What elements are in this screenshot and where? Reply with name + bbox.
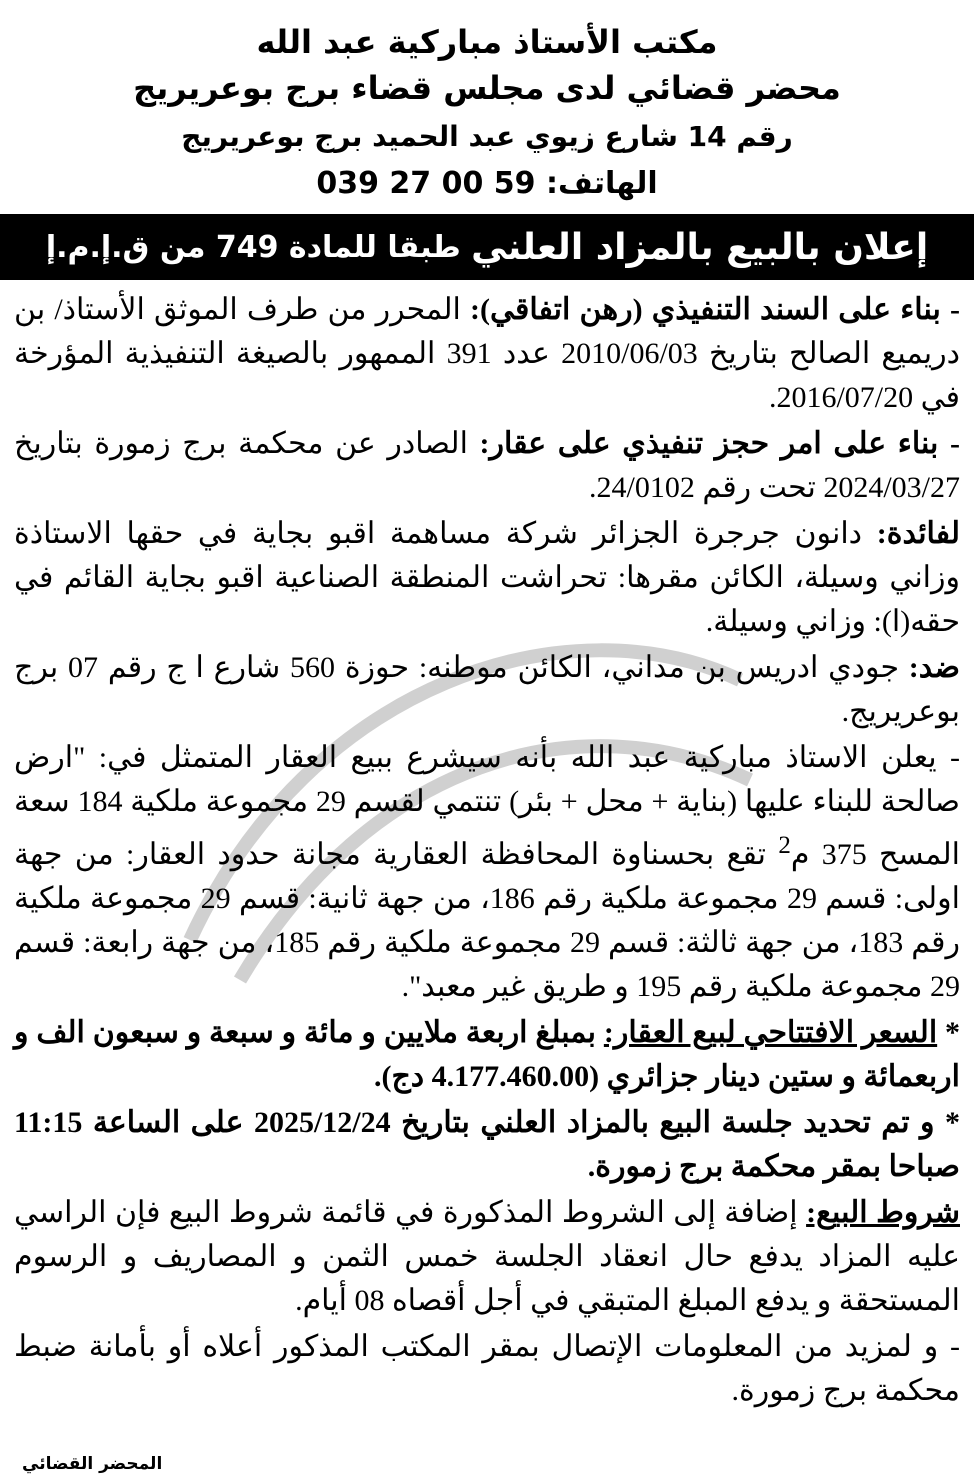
phone-label: الهاتف: — [546, 166, 658, 201]
signature-label: المحضر القضائي — [22, 1454, 163, 1474]
label-beneficiary: لفائدة: — [876, 517, 960, 550]
text-opening-price: بمبلغ اربعة ملايين و مائة و سبعة و سبعون الف و اربعمائة و ستين دينار جزائري (4.177.460.00 دج). — [14, 1016, 960, 1093]
label-opening-price: السعر الافتتاحي لبيع العقار: — [603, 1016, 938, 1049]
text-seizure-order: الصادر عن محكمة برج زمورة بتاريخ 2024/03/27 تحت رقم 24/0102. — [14, 427, 960, 504]
text-property-b: تقع بحسناوة المحافظة العقارية مجانة حدود العقار: من جهة اولى: قسم 29 مجموعة ملكية رقم 186، من جهة ثانية: قسم 29 مجموعة ملكية رقم 183، من جهة ثالثة: قسم 29 مجموعة ملكية رقم 185، من جهة رابعة: قسم 29 مجموعة ملكية رقم 195 و طريق غير معبد". — [14, 838, 961, 1003]
text-property-a: - يعلن الاستاذ مباركية عبد الله بأنه سيشرع ببيع العقار المتمثل في: "ارض صالحة للبناء عليها (بناية + محل + بئر) تنتمي لقسم 29 مجموعة ملكية 184 سعة المسح 375 م — [14, 741, 960, 871]
paragraph-seizure-order — [14, 422, 960, 510]
announcement-body — [0, 280, 974, 1413]
office-title: محضر قضائي لدى مجلس قضاء برج بوعريريج — [133, 69, 841, 107]
label-against: ضد: — [908, 651, 960, 684]
paragraph-property — [14, 736, 960, 1009]
text-executive-title: المحرر من طرف الموثق الأستاذ/ بن دريميع الصالح بتاريخ 2010/06/03 عدد 391 الممهور بالصيغة التنفيذية المؤرخة في 2016/07/20. — [14, 293, 960, 414]
phone-number: 039 27 00 59 — [316, 166, 536, 201]
label-seizure-order: - بناء على امر حجز تنفيذي على عقار: — [479, 427, 960, 460]
label-executive-title: - بناء على السند التنفيذي (رهن اتفاقي): — [470, 293, 960, 326]
paragraph-beneficiary — [14, 512, 960, 644]
paragraph-sale-conditions — [14, 1191, 960, 1323]
letterhead — [0, 0, 974, 208]
banner-sub: طبقا للمادة 749 من ق.إ.م.إ — [45, 229, 461, 265]
star-opening-price: * — [937, 1016, 960, 1049]
office-address: رقم 14 شارع زيوي عبد الحميد برج بوعريريج — [181, 120, 793, 153]
text-sale-conditions: إضافة إلى الشروط المذكورة في قائمة شروط البيع فإن الراسي عليه المزاد يدفع حال انعقاد الجلسة خمس الثمن و المصاريف و الرسوم المستحقة و يدفع المبلغ المتبقي في أجل أقصاه 08 أيام. — [14, 1196, 960, 1317]
text-against: جودي ادريس بن مداني، الكائن موطنه: حوزة 560 شارع ا ج رقم 07 برج بوعريريج. — [14, 651, 960, 728]
paragraph-opening-price — [14, 1011, 960, 1099]
announcement-banner — [0, 214, 974, 280]
office-name: مكتب الأستاذ مباركية عبد الله — [256, 23, 718, 61]
superscript-square: 2 — [778, 832, 791, 859]
paragraph-executive-title — [14, 288, 960, 420]
banner-main: إعلان بالبيع بالمزاد العلني — [471, 226, 929, 268]
paragraph-against — [14, 646, 960, 734]
text-beneficiary: دانون جرجرة الجزائر شركة مساهمة اقبو بجاية في حقها الاستاذة وزاني وسيلة، الكائن مقرها: تحراشت المنطقة الصناعية اقبو بجاية القائم في حقه(ا): وزاني وسيلة. — [14, 517, 960, 638]
paragraph-more-info: - و لمزيد من المعلومات الإتصال بمقر المكتب المذكور أعلاه أو بأمانة ضبط محكمة برج زمورة. — [14, 1330, 960, 1407]
paragraph-session-date: * و تم تحديد جلسة البيع بالمزاد العلني بتاريخ 2025/12/24 على الساعة 11:15 صباحا بمقر محكمة برج زمورة. — [14, 1106, 961, 1183]
office-phone — [0, 160, 974, 208]
label-sale-conditions: شروط البيع: — [806, 1196, 960, 1229]
